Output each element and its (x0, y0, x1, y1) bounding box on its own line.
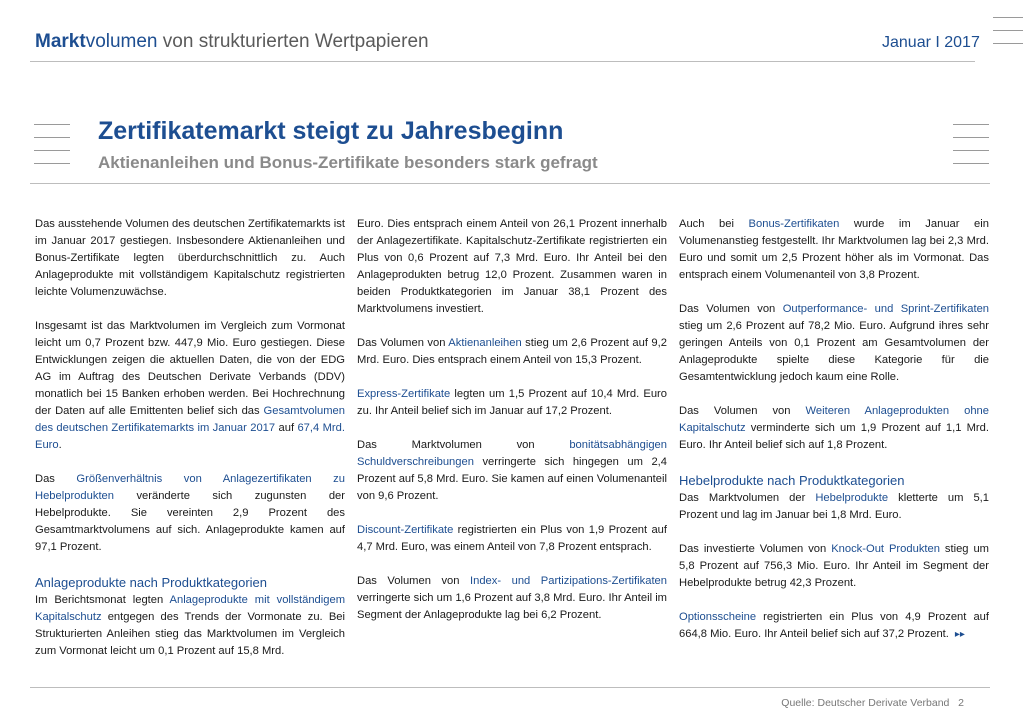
report-title-light: von strukturierten Wertpapieren (157, 31, 429, 52)
report-title (35, 31, 429, 53)
next-page-arrow-icon[interactable]: ▸▸ (954, 629, 965, 640)
decorative-lines-top-right (993, 17, 1023, 56)
section-heading-anlageprodukte: Anlageprodukte nach Produktkategorien (35, 575, 267, 590)
link-optionsscheine[interactable]: Optionsscheine (679, 611, 757, 623)
page-subtitle: Aktienanleihen und Bonus-Zertifikate besonders stark gefragt (98, 153, 598, 172)
link-capital-protection[interactable]: Anlageprodukte mit vollständigem Kapitalschutz (35, 594, 346, 623)
paragraph: Euro. Dies entsprach einem Anteil von 26,1 Prozent innerhalb der Anlagezertifikate. Kapitalschutz-Zertifikate registrierten ein Plus von 0,6 Prozent auf 7,3 Mrd. Euro. Ihr Anteil bei den Anlageprodukten betrug 12,0 Prozent. Zusammen waren in beiden Produktkategorien im Januar 38,1 Prozent des Marktvolumens investiert. (357, 218, 667, 315)
link-index-zertifikate[interactable]: Index- und Partizipations-Zertifikaten (470, 575, 667, 587)
decorative-lines-right (953, 124, 989, 176)
link-hebelprodukte[interactable]: Hebelprodukte (815, 492, 889, 504)
paragraph: Express-Zertifikate legten um 1,5 Prozent auf 10,4 Mrd. Euro zu. Ihr Anteil belief sich im Januar auf 17,2 Prozent. (357, 388, 667, 417)
paragraph: Das Volumen von Aktienanleihen stieg um 2,6 Prozent auf 9,2 Mrd. Euro. Dies entsprach einem Anteil von 15,3 Prozent. (357, 337, 667, 366)
report-title-bold: Markt (35, 31, 86, 52)
report-title-rest: volumen (85, 31, 158, 52)
source-note: Quelle: Deutscher Derivate Verband (781, 697, 950, 709)
footer-divider (30, 687, 990, 688)
title-divider (30, 183, 990, 184)
paragraph: Das investierte Volumen von Knock-Out Produkten stieg um 5,8 Prozent auf 756,3 Mio. Euro. Ihr Anteil im Segment der Hebelprodukte betrug 42,3 Prozent. (679, 543, 990, 589)
link-schuldverschreibungen[interactable]: bonitätsabhängigen Schuldverschreibungen (357, 439, 667, 468)
link-outperformance-zertifikate[interactable]: Outperformance- und Sprint-Zertifikaten (782, 303, 990, 315)
paragraph: Discount-Zertifikate registrierten ein Plus von 1,9 Prozent auf 4,7 Mrd. Euro, was einem Anteil von 7,8 Prozent entsprach. (357, 524, 667, 553)
paragraph: Optionsscheine registrierten ein Plus von 4,9 Prozent auf 664,8 Mio. Euro. Ihr Anteil belief sich auf 37,2 Prozent. ▸▸ (679, 611, 989, 640)
link-discount-zertifikate[interactable]: Discount-Zertifikate (357, 524, 454, 536)
link-weitere-anlageprodukte[interactable]: Weiteren Anlageprodukten ohne Kapitalschutz (679, 405, 989, 434)
link-bonus-zertifikate[interactable]: Bonus-Zertifikaten (748, 218, 840, 230)
paragraph: Das Volumen von Outperformance- und Sprint-Zertifikaten stieg um 2,6 Prozent auf 78,2 Mio. Euro. Aufgrund ihres sehr geringen Anteils von 0,1 Prozent am Gesamtvolumen der Anlageprodukte spielte diese Kategorie für die Gesamtentwicklung jedoch kaum eine Rolle. (679, 303, 990, 383)
paragraph: Das Marktvolumen der Hebelprodukte kletterte um 5,1 Prozent und lag im Januar bei 1,8 Mrd. Euro. (679, 492, 989, 521)
text-column-1 (35, 216, 345, 677)
paragraph: Das ausstehende Volumen des deutschen Zertifikatemarkts ist im Januar 2017 gestiegen. Insbesondere Aktienanleihen und Bonus-Zertifikate legten überdurchschnittlich zu. Auch Anlageprodukte mit vollständigem Kapitalschutz registrierten leichte Volumenzuwächse. (35, 218, 345, 298)
link-knock-out-produkte[interactable]: Knock-Out Produkten (831, 543, 940, 555)
link-total-volume[interactable]: Gesamtvolumen des deutschen Zertifikatemarkts im Januar 2017 (35, 405, 345, 434)
footer (781, 697, 964, 709)
paragraph: Insgesamt ist das Marktvolumen im Vergleich zum Vormonat leicht um 0,7 Prozent bzw. 447,9 Mio. Euro gestiegen. Diese Entwicklungen zeigen die aktuellen Daten, die von der EDG AG im Auftrag des Deutschen Derivate Verbands (DDV) monatlich bei 15 Banken erhoben werden. Bei Hochrechnung der Daten auf alle Emittenten belief sich das Gesamtvolumen des deutschen Zertifikatemarkts im Januar 2017 auf 67,4 Mrd. Euro. (35, 320, 345, 451)
paragraph: Das Marktvolumen von bonitätsabhängigen Schuldverschreibungen verringerte sich hingegen um 2,4 Prozent auf 5,8 Mrd. Euro. Sie kamen auf einen Volumenanteil von 9,6 Prozent. (357, 439, 667, 502)
text-column-2 (357, 216, 667, 641)
link-total-value[interactable]: 67,4 Mrd. Euro (35, 422, 345, 451)
page-number: 2 (958, 697, 964, 709)
paragraph: Das Volumen von Weiteren Anlageprodukten ohne Kapitalschutz verminderte sich um 1,9 Prozent auf 1,1 Mrd. Euro. Ihr Anteil belief sich auf 1,8 Prozent. (679, 405, 989, 451)
paragraph: Auch bei Bonus-Zertifikaten wurde im Januar ein Volumenanstieg festgestellt. Ihr Marktvolumen lag bei 2,3 Mrd. Euro und somit um 2,5 Prozent höher als im Vormonat. Das entsprach einem Volumenanteil von 3,8 Prozent. (679, 218, 989, 281)
page-title: Zertifikatemarkt steigt zu Jahresbeginn (98, 117, 564, 145)
header-divider (30, 61, 975, 62)
link-size-ratio[interactable]: Größenverhältnis von Anlagezertifikaten zu Hebelprodukten (35, 473, 345, 502)
paragraph: Das Volumen von Index- und Partizipations-Zertifikaten verringerte sich um 1,6 Prozent auf 3,8 Mrd. Euro. Ihr Anteil im Segment der Anlageprodukte lag bei 6,2 Prozent. (357, 575, 667, 621)
decorative-lines-left (34, 124, 70, 176)
paragraph: Das Größenverhältnis von Anlagezertifikaten zu Hebelprodukten veränderte sich zugunsten der Hebelprodukte. Sie vereinten 2,9 Prozent des Gesamtmarktvolumens auf sich. Anlageprodukte kamen auf 97,1 Prozent. (35, 473, 345, 553)
link-express-zertifikate[interactable]: Express-Zertifikate (357, 388, 451, 400)
report-date: Januar I 2017 (882, 34, 980, 51)
paragraph: Im Berichtsmonat legten Anlageprodukte mit vollständigem Kapitalschutz entgegen des Trends der Vormonate zu. Bei Strukturierten Anleihen stieg das Marktvolumen im Vergleich zum Vormonat leicht um 0,1 Prozent auf 15,8 Mrd. (35, 594, 346, 657)
text-column-3 (679, 216, 989, 660)
link-aktienanleihen[interactable]: Aktienanleihen (448, 337, 522, 349)
section-heading-hebelprodukte: Hebelprodukte nach Produktkategorien (679, 473, 905, 488)
